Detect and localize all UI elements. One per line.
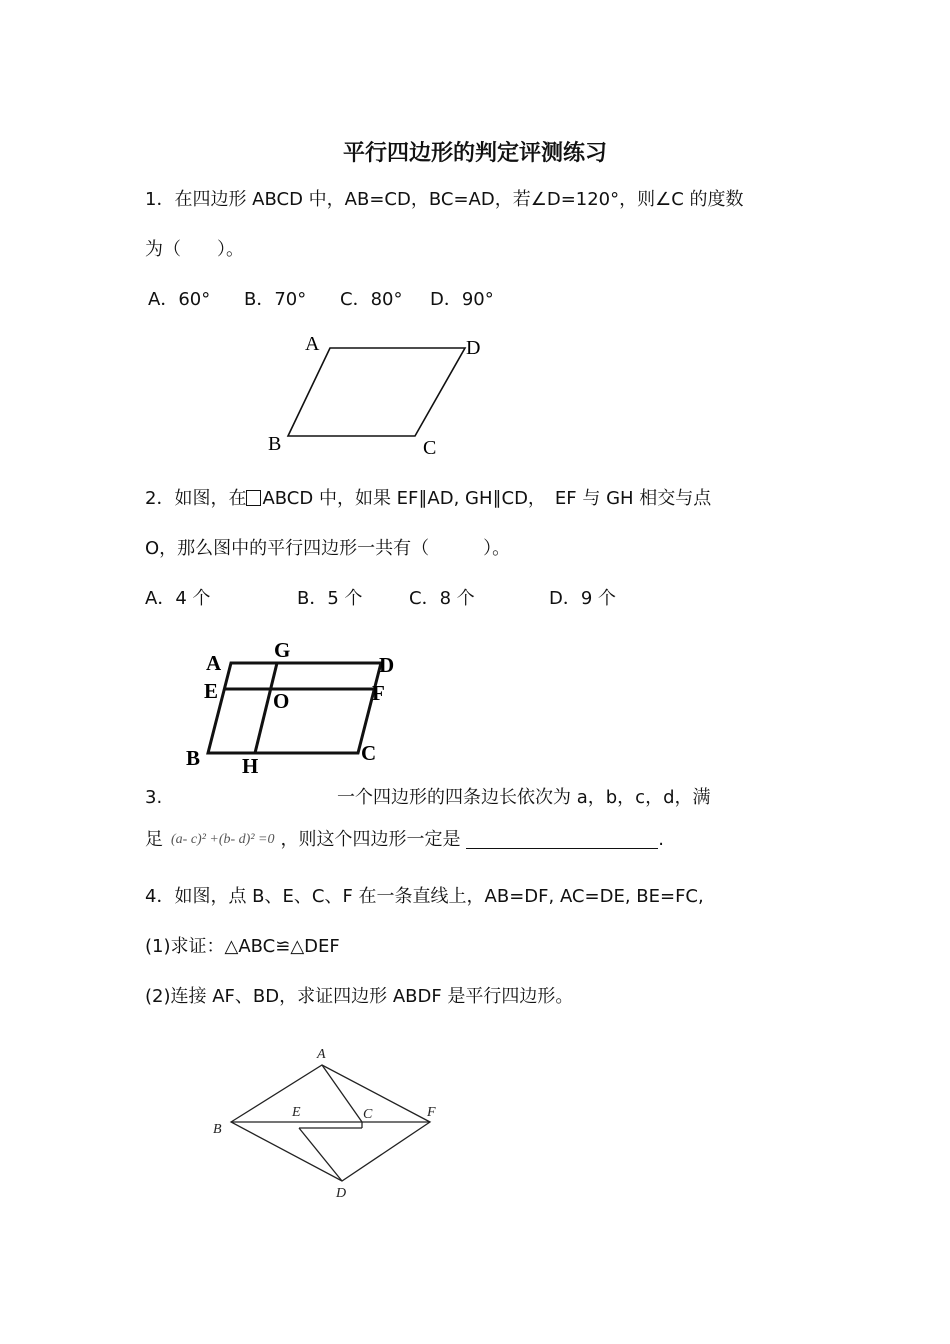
q1-option-c[interactable]: C．80° [340, 289, 403, 310]
q4-label-a: A [317, 1047, 326, 1062]
q1-options [148, 288, 494, 312]
q2-stem-pre: 2．如图，在 [145, 488, 247, 509]
q4-label-b: B [213, 1122, 222, 1137]
q2-label-a: A [206, 651, 222, 675]
q4-part2: (2)连接 AF、BD，求证四边形 ABDF 是平行四边形。 [145, 986, 574, 1007]
q4-label-f: F [427, 1105, 436, 1120]
q2-stem-line2: O，那么图中的平行四边形一共有（ ）。 [145, 538, 511, 559]
q4-segment-ed [299, 1128, 342, 1181]
q2-label-d: D [379, 653, 395, 677]
q4-label-d: D [336, 1186, 347, 1201]
q4-triangles-figure [205, 1040, 455, 1205]
q1-option-a[interactable]: A．60° [148, 289, 211, 310]
q2-option-d[interactable]: D．9 个 [549, 588, 617, 609]
q2-options [145, 587, 616, 611]
q2-label-h: H [242, 754, 259, 778]
q4-part1: (1)求证：△ABC≌△DEF [145, 936, 340, 957]
q1-label-a: A [305, 333, 320, 355]
q1-option-b[interactable]: B．70° [244, 289, 307, 310]
q1-label-b: B [268, 433, 282, 455]
q2-option-b[interactable]: B．5 个 [297, 588, 363, 609]
q2-option-c[interactable]: C．8 个 [409, 588, 475, 609]
q3-answer-blank[interactable] [466, 830, 658, 849]
q3-stem-pre: 足 [145, 829, 163, 850]
q1-label-c: C [423, 437, 437, 459]
q2-parallelogram-figure [180, 636, 410, 778]
q2-label-o: O [273, 689, 290, 713]
q2-label-e: E [204, 679, 219, 703]
q4-quadrilateral-abdf [231, 1065, 430, 1181]
q4-segment-ac [322, 1065, 362, 1122]
q3-stem-line1: 一个四边形的四条边长依次为 a，b，c，d，满 [337, 787, 711, 808]
q2-stem-post: ABCD 中，如果 EF∥AD, GH∥CD， EF 与 GH 相交与点 [262, 488, 712, 509]
q4-label-c: C [363, 1107, 373, 1122]
q2-outer-parallelogram [208, 663, 381, 753]
q2-label-f: F [372, 681, 385, 705]
q4-label-e: E [292, 1105, 301, 1120]
q3-formula: (a- c)² +(b- d)² =0 [171, 832, 275, 847]
q1-label-d: D [466, 337, 481, 359]
q1-parallelogram-figure [260, 330, 490, 460]
q2-label-b: B [186, 746, 201, 770]
q2-label-c: C [361, 741, 377, 765]
q1-option-d[interactable]: D．90° [430, 289, 494, 310]
q3-stem-post: ，则这个四边形一定是 [280, 829, 461, 850]
q3-stem-end: . [658, 829, 664, 850]
q4-stem-line1: 4．如图，点 B、E、C、F 在一条直线上，AB=DF, AC=DE, BE=FC, [145, 886, 704, 907]
q1-stem-line2: 为（ ）。 [145, 239, 244, 260]
q2-label-g: G [274, 638, 291, 662]
q1-parallelogram-shape [288, 348, 465, 436]
q2-stem-line1 [145, 487, 711, 511]
parallelogram-symbol-icon [246, 490, 261, 506]
q1-stem-line1: 1．在四边形 ABCD 中，AB=CD，BC=AD，若∠D=120°，则∠C 的度数 [145, 189, 744, 210]
q3-number: 3. [145, 787, 163, 808]
q3-stem-line2 [145, 828, 664, 852]
q2-option-a[interactable]: A．4 个 [145, 588, 211, 609]
page-title: 平行四边形的判定评测练习 [342, 140, 607, 166]
